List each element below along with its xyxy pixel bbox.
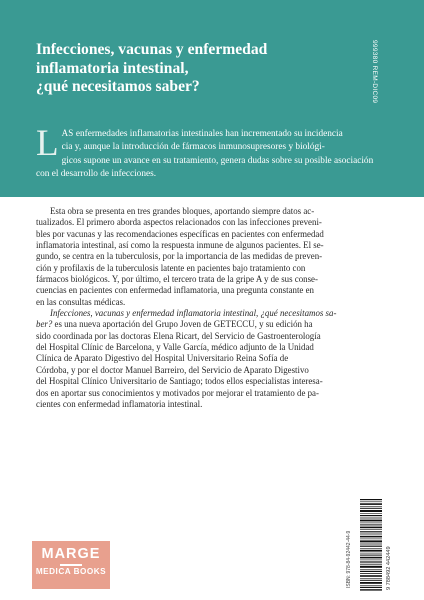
- side-reference-code: 999380 REM-DIC09: [371, 40, 378, 104]
- p2-line-6: Córdoba, y por el doctor Manuel Barreiro, del Servicio de Aparato Digestivo: [36, 364, 309, 375]
- p2-line-2-rest: es una nueva aportación del Grupo Joven de GETECCU, y su edición ha: [52, 319, 313, 330]
- p1-line-7: fármacos biológicos. Y, por último, el tercero trata de la gripe A y de sus conse-: [36, 274, 318, 285]
- p1-line-3: bles por vacunas y las recomendaciones específicas en pacientes con enfermedad: [36, 228, 324, 239]
- p1-line-2: tualizados. El primero aborda aspectos relacionados con las infecciones preveni-: [36, 217, 322, 228]
- intro-smallcaps: AS: [61, 128, 74, 138]
- description-text: [36, 206, 376, 410]
- intro-line-2: cia y, aunque la introducción de fármacos inmunosupresores y biológi-: [61, 142, 325, 153]
- p2-line-8: dos en aportar sus conocimientos y motivados por mejorar el tratamiento de pa-: [36, 387, 319, 398]
- logo-rule: [60, 564, 82, 566]
- p2-line-7: del Hospital Clínico Universitario de Santiago; todos ellos especialistas interesa-: [36, 376, 323, 387]
- intro-paragraph: [36, 123, 374, 181]
- p1-line-6: ción y profilaxis de la tuberculosis latente en pacientes bajo tratamiento con: [36, 262, 306, 273]
- intro-line-4: con el desarrollo de infecciones.: [36, 168, 157, 179]
- barcode-number: 9 788492 442449: [386, 546, 392, 590]
- intro-line-3: gicos supone un avance en su tratamiento, genera dudas sobre su posible asociación: [61, 155, 374, 166]
- p2-italic-line-1: Infecciones, vacunas y enfermedad inflamatoria intestinal, ¿qué necesitamos sa-: [50, 308, 337, 319]
- p1-line-8: cuencias en pacientes con enfermedad inflamatoria, una pregunta constante en: [36, 285, 314, 296]
- logo-bottom-text: MEDICA BOOKS: [35, 567, 107, 576]
- p2-italic-end: ber?: [36, 319, 53, 330]
- p2-line-5: Clínica de Aparato Digestivo del Hospital Universitario Reina Sofía de: [36, 353, 289, 364]
- p2-line-3: sido coordinada por las doctoras Elena Ricart, del Servicio de Gastroenterología: [36, 330, 321, 341]
- p2-line-4: del Hospital Clínic de Barcelona, y Valle García, médico adjunto de la Unidad: [36, 342, 314, 353]
- logo-top-text: MARGE: [41, 546, 101, 562]
- intro-line-1-rest: enfermedades inflamatorias intestinales han incrementado su incidencia: [73, 129, 343, 139]
- p1-line-9: en las consultas médicas.: [36, 296, 126, 307]
- publisher-logo: [32, 541, 110, 589]
- drop-cap: L: [36, 123, 59, 164]
- title-line-2: inflamatoria intestinal,: [36, 59, 189, 77]
- title-line-3: ¿qué necesitamos saber?: [36, 78, 200, 95]
- intro-line-1: [36, 127, 366, 141]
- p1-line-4: inflamatoria intestinal, así como la respuesta inmune de algunos pacientes. El se-: [36, 240, 324, 251]
- isbn-label: ISBN: 978-84-92442-44-9: [346, 530, 352, 588]
- book-title: [36, 41, 336, 97]
- title-line-1: Infecciones, vacunas y enfermedad: [36, 41, 268, 58]
- p1-line-5: gundo, se centra en la tuberculosis, por la importancia de las medidas de preven-: [36, 251, 323, 262]
- p2-line-2: [36, 319, 376, 330]
- p2-line-9: cientes con enfermedad inflamatoria intestinal.: [36, 398, 203, 409]
- p1-line-1: Esta obra se presenta en tres grandes bloques, aportando siempre datos ac-: [50, 206, 315, 216]
